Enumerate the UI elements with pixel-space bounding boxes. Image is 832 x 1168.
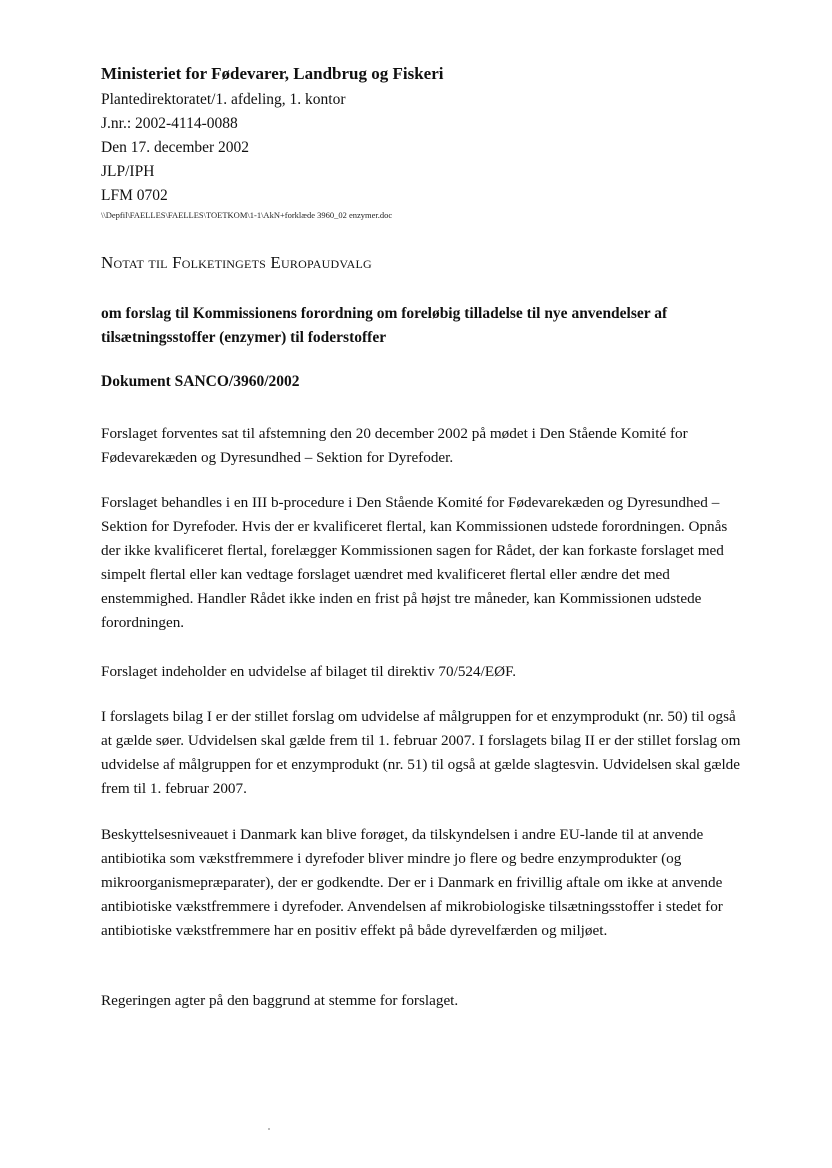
file-path: \\Depfil\FAELLES\FAELLES\TOETKOM\1-1\AkN+forklæde 3960_02 enzymer.doc: [101, 210, 393, 220]
lfm-number: LFM 0702: [101, 187, 168, 204]
journal-number: J.nr.: 2002-4114-0088: [101, 115, 238, 132]
paragraph-4: I forslagets bilag I er der stillet forslag om udvidelse af målgruppen for et enzymprodukt (nr. 50) til også at gælde søer. Udvidelsen skal gælde frem til 1. februar 2007. I forslagets bilag II er der stillet forslag om udvidelse af målgruppen for et enzymprodukt (nr. 51) til også at gælde slagtesvin. Udvidelsen skal gælde frem til 1. februar 2007.: [101, 708, 741, 797]
document-date: Den 17. december 2002: [101, 139, 250, 156]
scan-speck: [268, 1128, 270, 1130]
ministry-name: Ministeriet for Fødevarer, Landbrug og Fiskeri: [101, 64, 444, 83]
document-heading: Notat til Folketingets Europaudvalg: [101, 253, 372, 272]
document-number: Dokument SANCO/3960/2002: [101, 373, 300, 390]
initials: JLP/IPH: [101, 163, 155, 180]
department: Plantedirektoratet/1. afdeling, 1. kontor: [101, 91, 346, 108]
paragraph-2: Forslaget behandles i en III b-procedure i Den Stående Komité for Fødevarekæden og Dyresundhed – Sektion for Dyrefoder. Hvis der er kvalificeret flertal, kan Kommissionen udstede forordningen. Opnås der ikke kvalificeret flertal, forelægger Kommissionen sagen for Rådet, der kan forkaste forslaget med simpelt flertal eller kan vedtage forslaget uændret med kvalificeret flertal eller ændre det med enstemmighed. Handler Rådet ikke inden en frist på højst tre måneder, kan Kommissionen udstede forordningen.: [101, 494, 728, 631]
paragraph-1: Forslaget forventes sat til afstemning den 20 december 2002 på mødet i Den Stående Komité for Fødevarekæden og Dyresundhed – Sektion for Dyrefoder.: [101, 425, 688, 466]
paragraph-5: Beskyttelsesniveauet i Danmark kan blive forøget, da tilskyndelsen i andre EU-lande til at anvende antibiotika som vækstfremmere i dyrefoder bliver mindre jo flere og bedre enzymprodukter (og mikroorganismepræparater), der er godkendte. Der er i Danmark en frivillig aftale om ikke at anvende antibiotiske vækstfremmere i dyrefoder. Anvendelsen af mikrobiologiske tilsætningsstoffer i stedet for antibiotiske vækstfremmere har en positiv effekt på både dyrevelfærden og miljøet.: [101, 826, 723, 939]
document-subject: om forslag til Kommissionens forordning om foreløbig tilladelse til nye anvendelser af tilsætningsstoffer (enzymer) til foderstoffer: [101, 305, 668, 346]
paragraph-3: Forslaget indeholder en udvidelse af bilaget til direktiv 70/524/EØF.: [101, 663, 517, 680]
paragraph-6: Regeringen agter på den baggrund at stemme for forslaget.: [101, 992, 459, 1009]
